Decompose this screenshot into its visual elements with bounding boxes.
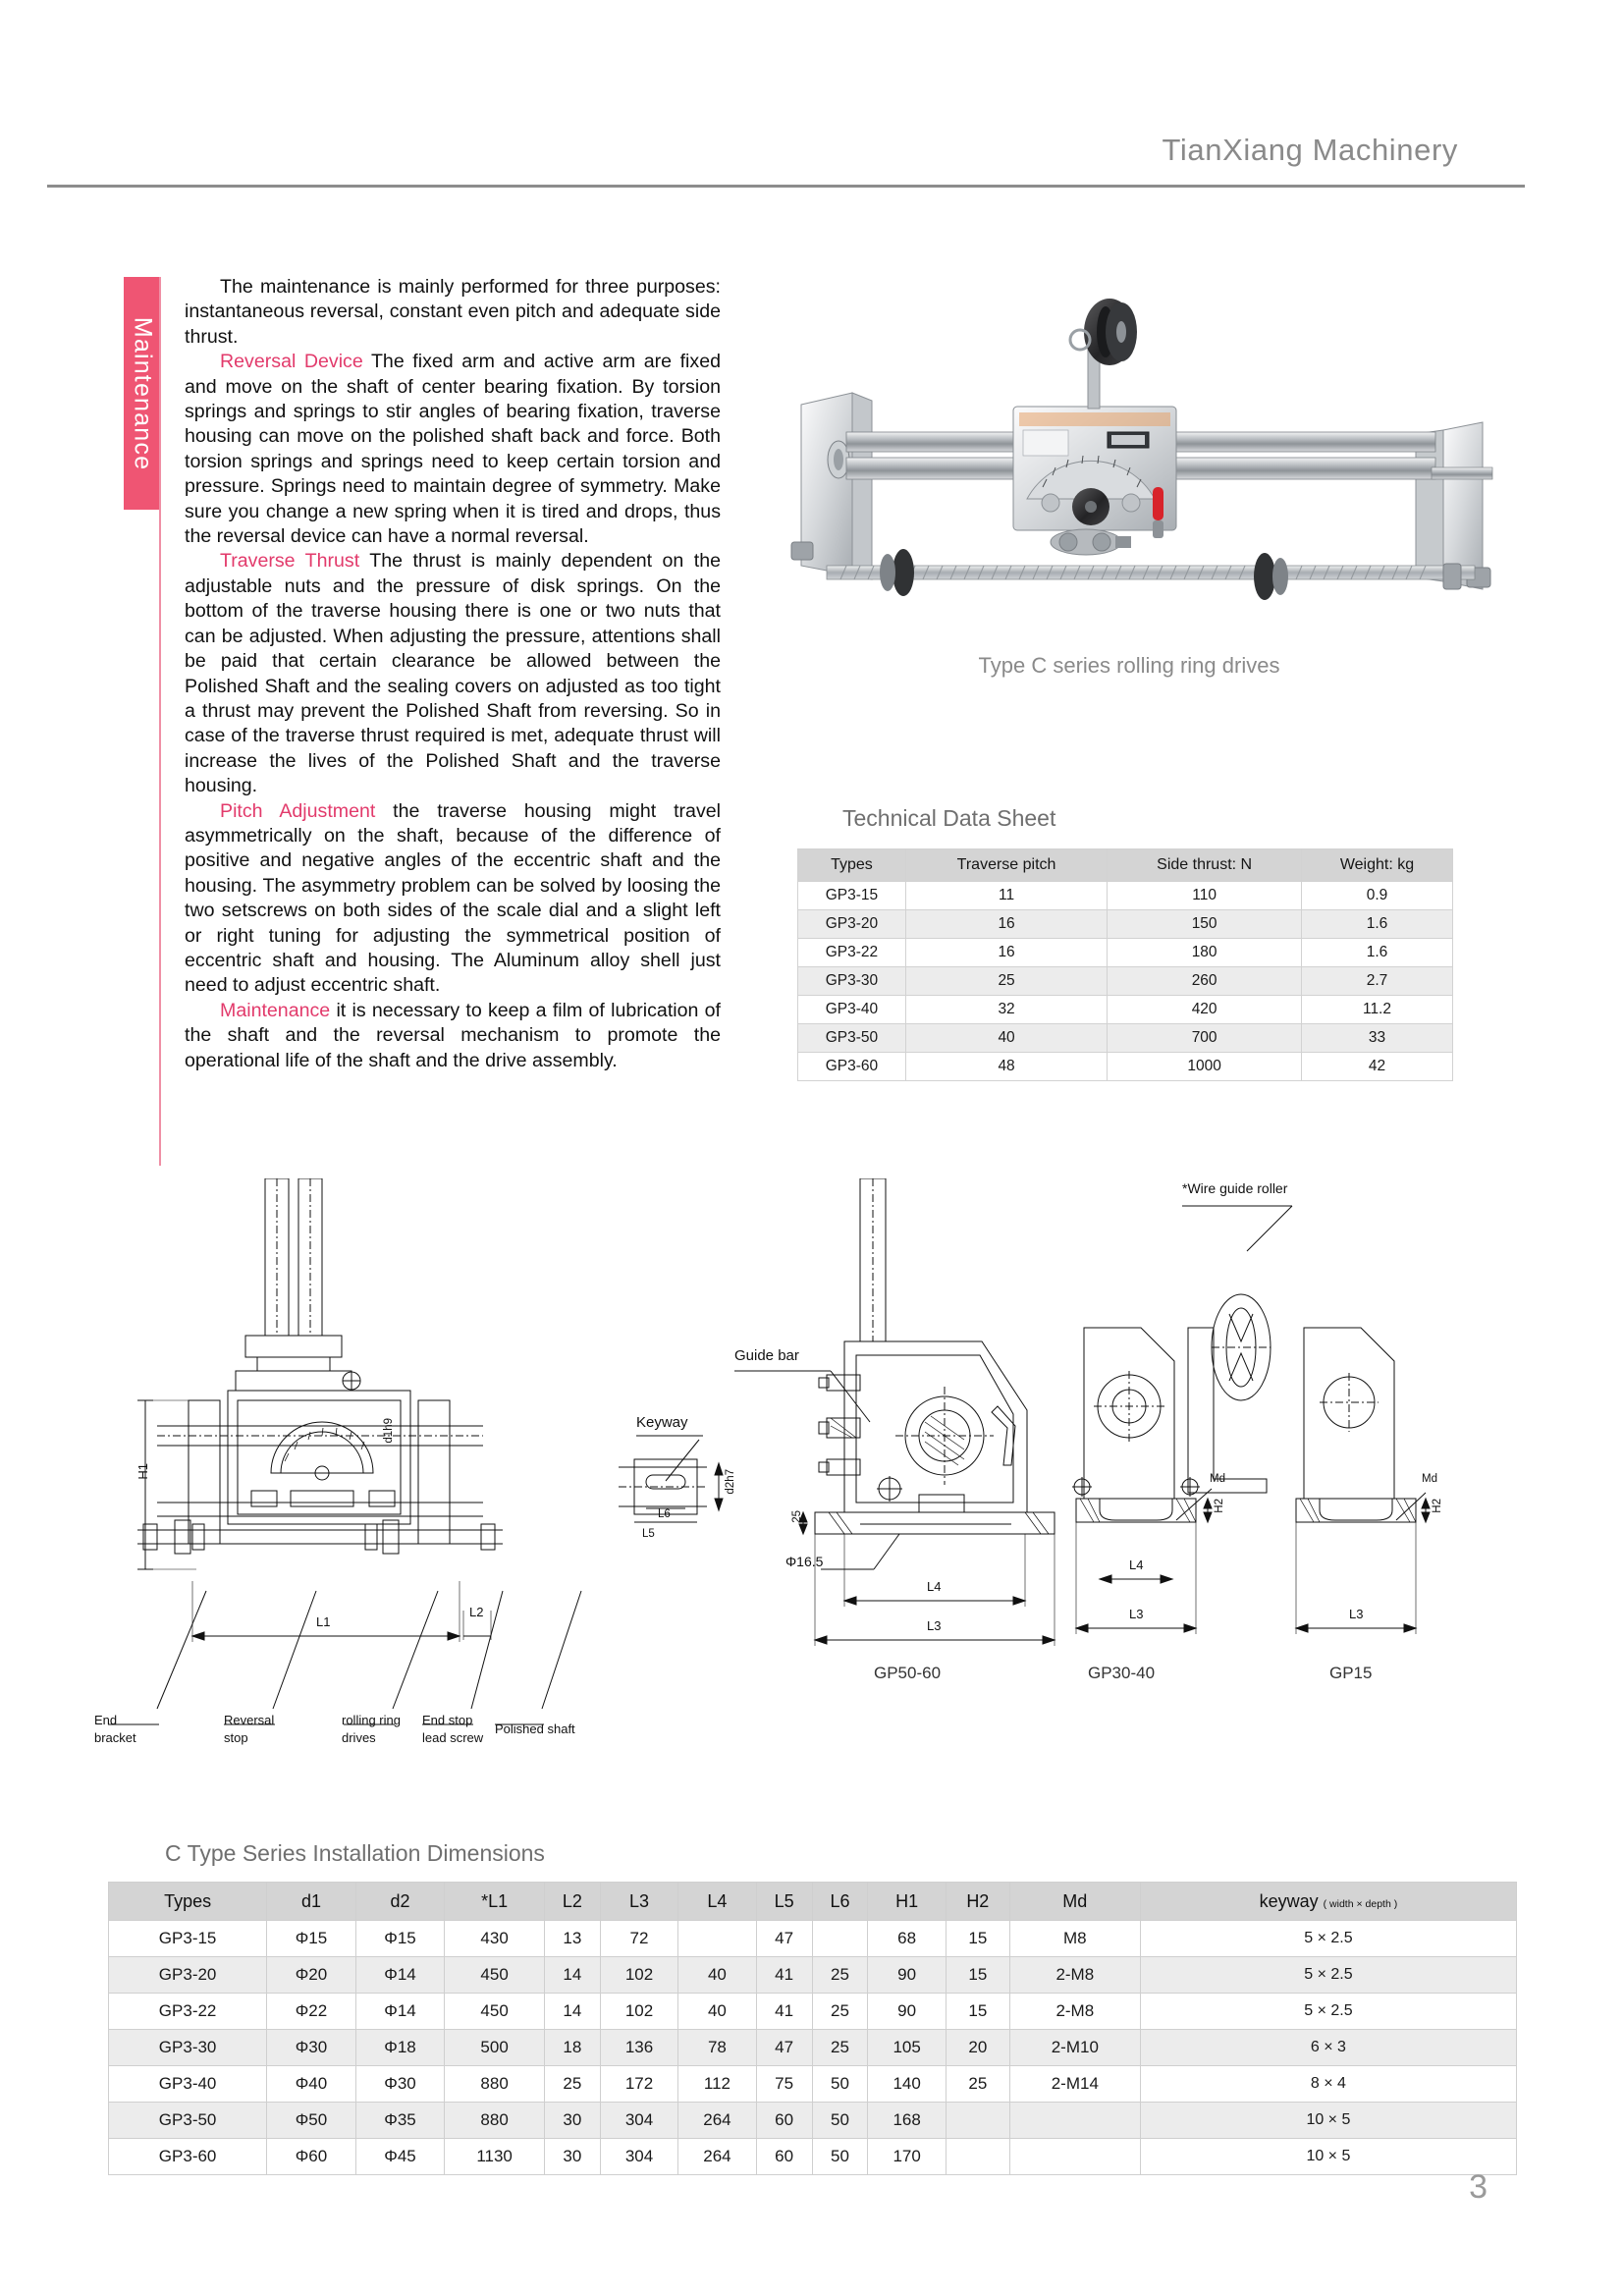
label-h2-gp15: H2 — [1432, 1499, 1443, 1513]
label-guide-bar: Guide bar — [734, 1347, 799, 1364]
inst-value-cell: 90 — [868, 1994, 946, 2030]
section-tab-maintenance — [124, 277, 160, 510]
inst-value-cell: Φ35 — [355, 2103, 445, 2139]
tds-value-cell: 110 — [1108, 882, 1302, 910]
label-dim-l4-gp3040: L4 — [1129, 1558, 1144, 1572]
tds-col-1: Traverse pitch — [905, 849, 1107, 882]
table-row — [109, 1994, 1517, 2030]
inst-value-cell: Φ45 — [355, 2139, 445, 2175]
inst-value-cell: 112 — [678, 2066, 756, 2103]
inst-value-cell: Φ20 — [267, 1957, 356, 1994]
keyword-maintenance: Maintenance — [220, 999, 331, 1021]
inst-value-cell: 72 — [600, 1921, 677, 1957]
product-photo-caption: Type C series rolling ring drives — [978, 653, 1280, 678]
table-row — [798, 882, 1453, 910]
inst-col-3: *L1 — [445, 1883, 545, 1921]
inst-value-cell: 30 — [544, 2103, 600, 2139]
inst-value-cell: 2-M8 — [1009, 1957, 1140, 1994]
tds-value-cell: 48 — [905, 1053, 1107, 1081]
drawing-front-view — [108, 1178, 581, 1724]
inst-value-cell: 41 — [756, 1994, 812, 2030]
technical-data-sheet-table — [797, 848, 1453, 1081]
label-end-stop-lead-screw-line2: lead screw — [422, 1730, 484, 1745]
inst-value-cell: 13 — [544, 1921, 600, 1957]
product-photo — [756, 285, 1502, 629]
inst-value-cell: 40 — [678, 1957, 756, 1994]
table-row — [109, 2103, 1517, 2139]
tds-value-cell: 150 — [1108, 910, 1302, 939]
inst-type-cell: GP3-60 — [109, 2139, 267, 2175]
label-md-gp3040: Md — [1210, 1473, 1225, 1485]
inst-value-cell — [812, 1921, 868, 1957]
tds-value-cell: 700 — [1108, 1024, 1302, 1053]
tds-value-cell: 1000 — [1108, 1053, 1302, 1081]
inst-value-cell: 500 — [445, 2030, 545, 2066]
product-photo-illustration — [756, 285, 1502, 629]
photo-lead-screw — [827, 549, 1475, 600]
inst-value-cell: 2-M8 — [1009, 1994, 1140, 2030]
inst-value-cell: Φ22 — [267, 1994, 356, 2030]
inst-type-cell: GP3-20 — [109, 1957, 267, 1994]
inst-col-2: d2 — [355, 1883, 445, 1921]
tds-value-cell: 420 — [1108, 996, 1302, 1024]
photo-left-end-bracket — [791, 393, 872, 579]
inst-value-cell: 25 — [812, 1957, 868, 1994]
inst-value-cell: 50 — [812, 2139, 868, 2175]
inst-value-cell: 2-M14 — [1009, 2066, 1140, 2103]
label-rolling-ring-drives-line2: drives — [342, 1730, 376, 1745]
inst-value-cell: 90 — [868, 1957, 946, 1994]
keyword-reversal-device: Reversal Device — [220, 351, 363, 373]
inst-type-cell: GP3-15 — [109, 1921, 267, 1957]
table-row — [798, 1053, 1453, 1081]
drawing-section-gp15 — [1296, 1328, 1430, 1634]
label-reversal-stop-line2: stop — [224, 1730, 248, 1745]
inst-col-1: d1 — [267, 1883, 356, 1921]
inst-value-cell: 25 — [946, 2066, 1009, 2103]
inst-value-cell: 1130 — [445, 2139, 545, 2175]
company-name: TianXiang Machinery — [1162, 133, 1458, 167]
label-wire-guide-roller: *Wire guide roller — [1182, 1180, 1288, 1196]
tds-value-cell: 1.6 — [1301, 910, 1452, 939]
tds-type-cell: GP3-60 — [798, 1053, 906, 1081]
tds-type-cell: GP3-15 — [798, 882, 906, 910]
inst-value-cell: 102 — [600, 1994, 677, 2030]
label-dim-h1: H1 — [135, 1463, 150, 1480]
inst-value-cell: 60 — [756, 2139, 812, 2175]
inst-value-cell: Φ15 — [355, 1921, 445, 1957]
inst-value-cell: 450 — [445, 1957, 545, 1994]
inst-value-cell: 47 — [756, 1921, 812, 1957]
inst-col-6: L4 — [678, 1883, 756, 1921]
label-reversal-stop-line1: Reversal — [224, 1713, 275, 1727]
technical-drawings — [94, 1178, 1532, 1807]
inst-value-cell: 78 — [678, 2030, 756, 2066]
inst-value-cell: 172 — [600, 2066, 677, 2103]
body-text-column — [185, 275, 721, 1073]
inst-value-cell: 25 — [544, 2066, 600, 2103]
table-row — [109, 1921, 1517, 1957]
inst-value-cell: Φ14 — [355, 1957, 445, 1994]
inst-value-cell: 41 — [756, 1957, 812, 1994]
label-dim-l3-gp15: L3 — [1349, 1607, 1364, 1621]
maintenance-text: it is necessary to keep a film of lubrication of the shaft and the reversal mechanism to promote the operational life of the shaft and the drive assembly. — [185, 999, 721, 1071]
tds-value-cell: 32 — [905, 996, 1107, 1024]
label-dim-l2: L2 — [469, 1605, 484, 1619]
inst-value-cell: 50 — [812, 2103, 868, 2139]
keyword-pitch-adjustment: Pitch Adjustment — [220, 799, 376, 822]
inst-col-0: Types — [109, 1883, 267, 1921]
page-header — [0, 133, 1623, 201]
tds-value-cell: 2.7 — [1301, 967, 1452, 996]
drawing-section-gp3040 — [1072, 1328, 1212, 1634]
tds-value-cell: 33 — [1301, 1024, 1452, 1053]
label-phi-16-5: Φ16.5 — [785, 1554, 824, 1569]
inst-keyway-cell: 10 × 5 — [1140, 2103, 1516, 2139]
tds-type-cell: GP3-22 — [798, 939, 906, 967]
inst-keyway-cell: 5 × 2.5 — [1140, 1957, 1516, 1994]
inst-value-cell: Φ15 — [267, 1921, 356, 1957]
tds-value-cell: 0.9 — [1301, 882, 1452, 910]
label-md-gp15: Md — [1422, 1473, 1437, 1485]
inst-value-cell: 170 — [868, 2139, 946, 2175]
inst-value-cell: 264 — [678, 2103, 756, 2139]
section-label-gp15: GP15 — [1329, 1664, 1373, 1682]
table-header-row — [109, 1883, 1517, 1921]
inst-value-cell: 68 — [868, 1921, 946, 1957]
inst-value-cell: 14 — [544, 1957, 600, 1994]
inst-keyway-cell: 5 × 2.5 — [1140, 1994, 1516, 2030]
reversal-device-text: The fixed arm and active arm are fixed and move on the shaft of center bearing fixation. By torsion springs and springs to stir angles of bearing fixation, traverse housing can move on the polished shaft back and force. Both torsion springs and springs need to keep certain torsion and pressure. Springs need to maintain degree of symmetry. Make sure you change a new spring when it is tired and drops, thus the reversal device can have a normal reversal. — [185, 351, 722, 548]
inst-value-cell: Φ18 — [355, 2030, 445, 2066]
inst-value-cell: 136 — [600, 2030, 677, 2066]
table-row — [798, 967, 1453, 996]
label-dim-l6: L6 — [658, 1508, 671, 1520]
inst-value-cell: 450 — [445, 1994, 545, 2030]
tds-type-cell: GP3-50 — [798, 1024, 906, 1053]
label-dim-l5: L5 — [642, 1528, 655, 1540]
tds-col-3: Weight: kg — [1301, 849, 1452, 882]
tds-value-cell: 16 — [905, 939, 1107, 967]
inst-value-cell: 20 — [946, 2030, 1009, 2066]
label-end-bracket-line1: End — [94, 1713, 118, 1727]
inst-col-keyway: keyway ( width × depth ) — [1140, 1883, 1516, 1921]
technical-data-sheet-title: Technical Data Sheet — [842, 805, 1056, 831]
label-h2-gp3040: H2 — [1214, 1499, 1225, 1513]
label-end-stop-lead-screw-line1: End stop — [422, 1713, 473, 1727]
label-polished-shaft: Polished shaft — [495, 1722, 575, 1736]
section-label-gp30-40: GP30-40 — [1088, 1664, 1156, 1682]
inst-value-cell — [1009, 2103, 1140, 2139]
keyword-traverse-thrust: Traverse Thrust — [220, 550, 360, 573]
table-row — [798, 910, 1453, 939]
drawings-svg — [98, 1178, 1532, 1807]
inst-value-cell: 168 — [868, 2103, 946, 2139]
label-d1h9: d1h9 — [383, 1418, 395, 1444]
tds-col-2: Side thrust: N — [1108, 849, 1302, 882]
page-number: 3 — [1469, 2168, 1488, 2206]
inst-value-cell: 18 — [544, 2030, 600, 2066]
inst-col-7: L5 — [756, 1883, 812, 1921]
table-row — [109, 2030, 1517, 2066]
tds-type-cell: GP3-20 — [798, 910, 906, 939]
section-label-gp50-60: GP50-60 — [874, 1664, 942, 1682]
inst-value-cell: 264 — [678, 2139, 756, 2175]
paragraph-maintenance — [185, 999, 721, 1073]
inst-value-cell: M8 — [1009, 1921, 1140, 1957]
inst-value-cell: 75 — [756, 2066, 812, 2103]
inst-value-cell: Φ14 — [355, 1994, 445, 2030]
paragraph-reversal-device — [185, 350, 721, 549]
inst-value-cell: 140 — [868, 2066, 946, 2103]
inst-col-4: L2 — [544, 1883, 600, 1921]
inst-value-cell: 15 — [946, 1957, 1009, 1994]
drawing-wire-guide-roller — [1182, 1206, 1292, 1493]
tds-value-cell: 180 — [1108, 939, 1302, 967]
inst-keyway-cell: 8 × 4 — [1140, 2066, 1516, 2103]
tds-value-cell: 11 — [905, 882, 1107, 910]
tds-value-cell: 25 — [905, 967, 1107, 996]
table-row — [798, 939, 1453, 967]
tds-value-cell: 16 — [905, 910, 1107, 939]
inst-col-11: Md — [1009, 1883, 1140, 1921]
inst-value-cell: 304 — [600, 2139, 677, 2175]
table-row — [798, 1024, 1453, 1053]
inst-value-cell: 30 — [544, 2139, 600, 2175]
inst-value-cell: Φ60 — [267, 2139, 356, 2175]
table-row — [109, 2066, 1517, 2103]
inst-col-8: L6 — [812, 1883, 868, 1921]
label-dim-25: 25 — [791, 1510, 803, 1523]
inst-value-cell: 60 — [756, 2103, 812, 2139]
inst-col-10: H2 — [946, 1883, 1009, 1921]
inst-value-cell — [946, 2139, 1009, 2175]
inst-value-cell: 15 — [946, 1921, 1009, 1957]
inst-value-cell: 102 — [600, 1957, 677, 1994]
inst-value-cell — [678, 1921, 756, 1957]
inst-value-cell: 880 — [445, 2066, 545, 2103]
drawing-side-view — [734, 1178, 1055, 1646]
section-tab-label: Maintenance — [129, 316, 156, 470]
section-tab-rule — [159, 277, 161, 1166]
inst-value-cell: 15 — [946, 1994, 1009, 2030]
label-dim-l3-gp3040: L3 — [1129, 1607, 1144, 1621]
inst-value-cell — [946, 2103, 1009, 2139]
installation-dimensions-title: C Type Series Installation Dimensions — [165, 1840, 545, 1866]
paragraph-pitch-adjustment — [185, 799, 721, 999]
paragraph-intro — [185, 275, 721, 350]
pitch-adjustment-text: the traverse housing might travel asymmetrically on the shaft, because of the difference of positive and negative angles of the eccentric shaft and the housing. The asymmetry problem can be solved by loosing the two setscrews on both sides of the scale dial and a slight left or right tuning for adjusting the symmetrical position of eccentric shaft and housing. The Aluminum alloy shell just need to adjust eccentric shaft. — [185, 799, 721, 997]
inst-value-cell: 880 — [445, 2103, 545, 2139]
inst-col-9: H1 — [868, 1883, 946, 1921]
inst-value-cell: 14 — [544, 1994, 600, 2030]
photo-traverse-housing — [1013, 299, 1176, 555]
label-rolling-ring-drives-line1: rolling ring — [342, 1713, 401, 1727]
inst-col-5: L3 — [600, 1883, 677, 1921]
table-row — [798, 996, 1453, 1024]
tds-value-cell: 40 — [905, 1024, 1107, 1053]
inst-value-cell: 430 — [445, 1921, 545, 1957]
inst-value-cell — [1009, 2139, 1140, 2175]
inst-value-cell: 304 — [600, 2103, 677, 2139]
label-dim-l1: L1 — [316, 1614, 331, 1629]
table-header-row — [798, 849, 1453, 882]
tds-value-cell: 42 — [1301, 1053, 1452, 1081]
label-d2h7: d2h7 — [725, 1469, 736, 1495]
tds-type-cell: GP3-40 — [798, 996, 906, 1024]
inst-value-cell: Φ50 — [267, 2103, 356, 2139]
inst-value-cell: 105 — [868, 2030, 946, 2066]
inst-type-cell: GP3-40 — [109, 2066, 267, 2103]
inst-value-cell: Φ30 — [267, 2030, 356, 2066]
table-row — [109, 2139, 1517, 2175]
label-dim-l3-side: L3 — [927, 1618, 942, 1633]
label-dim-l4-side: L4 — [927, 1579, 942, 1594]
installation-dimensions-table — [108, 1882, 1517, 2175]
inst-keyway-cell: 5 × 2.5 — [1140, 1921, 1516, 1957]
inst-value-cell: 25 — [812, 1994, 868, 2030]
inst-type-cell: GP3-30 — [109, 2030, 267, 2066]
tds-type-cell: GP3-30 — [798, 967, 906, 996]
tds-value-cell: 11.2 — [1301, 996, 1452, 1024]
label-keyway: Keyway — [636, 1414, 688, 1431]
paragraph-traverse-thrust — [185, 549, 721, 798]
inst-type-cell: GP3-50 — [109, 2103, 267, 2139]
drawing-keyway-detail — [619, 1436, 723, 1522]
intro-text: The maintenance is mainly performed for three purposes: instantaneous reversal, constant even pitch and adequate side thrust. — [185, 276, 721, 348]
tds-value-cell: 1.6 — [1301, 939, 1452, 967]
inst-value-cell: 25 — [812, 2030, 868, 2066]
table-row — [109, 1957, 1517, 1994]
label-end-bracket-line2: bracket — [94, 1730, 136, 1745]
inst-keyway-cell: 10 × 5 — [1140, 2139, 1516, 2175]
inst-value-cell: Φ40 — [267, 2066, 356, 2103]
header-divider — [47, 185, 1525, 188]
traverse-thrust-text: The thrust is mainly dependent on the adjustable nuts and the pressure of disk springs. On the bottom of the traverse housing there is one or two nuts that can be adjusted. When adjusting the pressure, attentions shall be paid that certain clearance be allowed between the Polished Shaft and the sealing covers on adjusted as too tight a thrust may prevent the Polished Shaft from reversing. So in case of the traverse thrust required is met, adequate thrust will increase the lives of the Polished Shaft and the traverse housing. — [185, 550, 721, 797]
inst-keyway-cell: 6 × 3 — [1140, 2030, 1516, 2066]
inst-value-cell: 40 — [678, 1994, 756, 2030]
tds-col-0: Types — [798, 849, 906, 882]
tds-value-cell: 260 — [1108, 967, 1302, 996]
inst-value-cell: 2-M10 — [1009, 2030, 1140, 2066]
inst-value-cell: Φ30 — [355, 2066, 445, 2103]
inst-value-cell: 47 — [756, 2030, 812, 2066]
inst-value-cell: 50 — [812, 2066, 868, 2103]
inst-type-cell: GP3-22 — [109, 1994, 267, 2030]
